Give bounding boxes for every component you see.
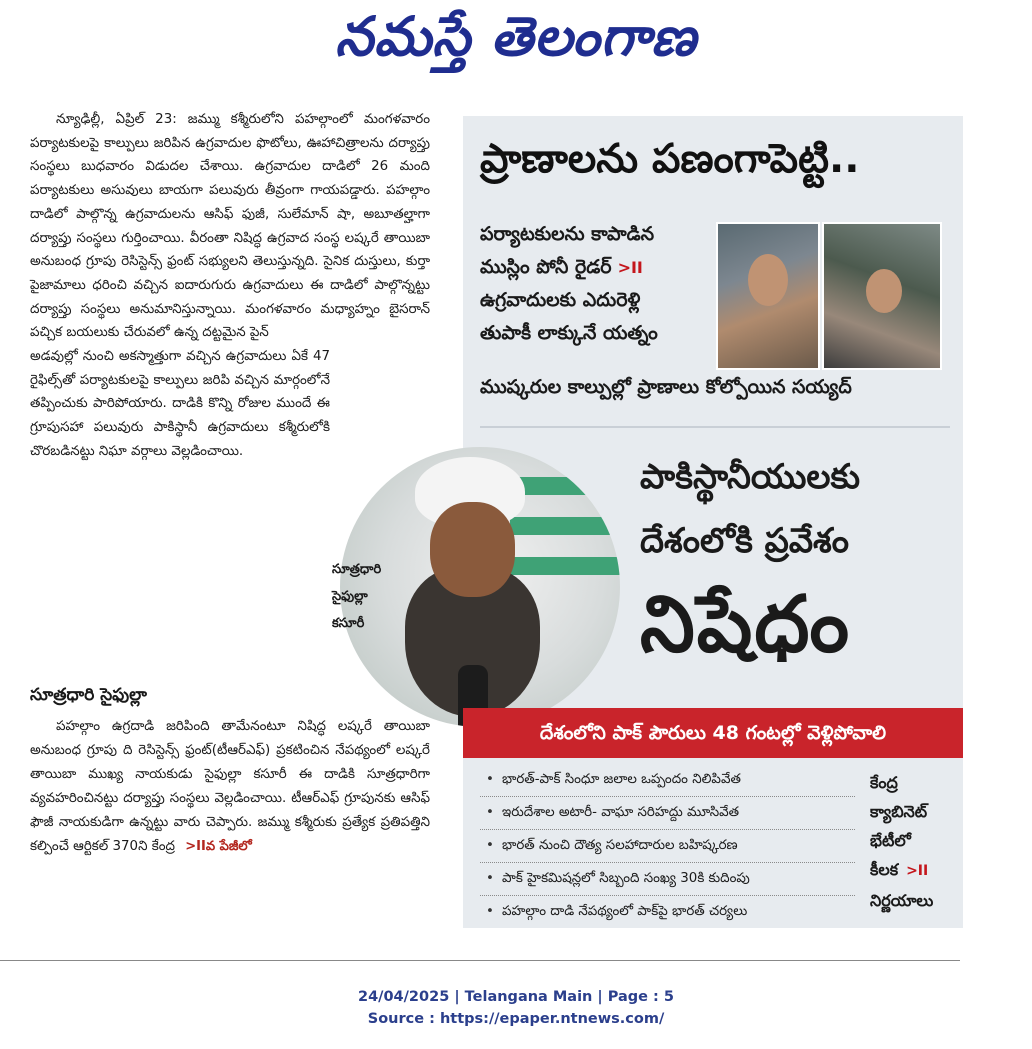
- panel-headline: ప్రాణాలను పణంగాపెట్టి..: [480, 136, 860, 182]
- article-paragraph-text: పహల్గాం ఉగ్రదాడి జరిపింది తామేనంటూ నిషిద్ధ లష్కరే తాయిబా అనుబంధ గ్రూపు ది రెసిస్టెన్స్ ఫ్రంట్(టీఆర్ఎఫ్) ప్రకటించిన నేపథ్యంలో లష్కరే తాయిబా ముఖ్య నాయకుడు సైఫుల్లా కసూరీ ఈ దాడికి సూత్రధారిగా వ్యవహరించినట్టు దర్యాప్తు సంస్థలు వెల్లడించాయి. టీఆర్ఎఫ్ గ్రూపునకు ఆసిఫ్ ఫౌజీ నాయకుడిగా ఉన్నట్టు వారు చెప్పారు. జమ్ము కశ్మీరుకు ప్రత్యేక ప్రతిపత్తిని కల్పించే ఆర్టికల్ 370ని కేంద్ర: [30, 719, 430, 854]
- article-paragraph: [30, 715, 430, 859]
- list-item: • భారత్ నుంచి దౌత్య సలహాదారుల బహిష్కరణ: [480, 830, 855, 863]
- caption-line: కసూరీ: [332, 616, 365, 631]
- list-item: • పాక్ హైకమిషన్లలో సిబ్బంది సంఖ్య 30కి కుదింపు: [480, 863, 855, 896]
- face-shape: [866, 269, 902, 313]
- stripe: [510, 557, 620, 575]
- continued-arrow-icon[interactable]: >II: [617, 258, 643, 277]
- caption-line: సైఫుల్లా: [332, 589, 368, 604]
- decision-list: [480, 764, 855, 928]
- story-line: [480, 251, 705, 284]
- stripe: [510, 477, 620, 495]
- article-paragraph: న్యూఢిల్లీ, ఏప్రిల్ 23: జమ్ము కశ్మీరులోని పహల్గాంలో మంగళవారం పర్యాటకులపై కాల్పులు జరిపిన ఉగ్రవాదుల ఫొటోలు, ఊహాచిత్రాలను దర్యాప్తు సంస్థలు బుధవారం విడుదల చేశాయి. ఉగ్రవాదుల దాడిలో 26 మంది పర్యాటకులు అసువులు బాయగా పలువురు తీవ్రంగా గాయపడ్డారు. పహల్గాం దాడిలో పాల్గొన్న ఉగ్రవాదులను ఆసిఫ్ ఫుజీ, సులేమాన్ షా, అబూతల్హాగా దర్యాప్తు సంస్థలు గుర్తించాయి. వీరంతా నిషిద్ధ ఉగ్రవాద సంస్థ లష్కరే తాయిబా అనుబంధ గ్రూపు రెసిస్టెన్స్ ఫ్రంట్ సభ్యులని తెలుస్తున్నది. సైనిక దుస్తులు, కుర్తా పైజామాలు ధరించి వచ్చిన ఐదారుగురు ఉగ్రవాదులు ఈ దాడిలో పాల్గొన్నట్టు దర్యాప్తు సంస్థలు అనుమానిస్తున్నాయి. మంగళవారం మధ్యాహ్నం బైసరాన్ పచ్చిక బయలుకు చేరువలో ఉన్న దట్టమైన పైన్: [30, 112, 430, 341]
- story-line: తుపాకీ లాక్కునే యత్నం: [480, 322, 658, 344]
- masthead-logo: నమస్తే తెలంగాణ: [335, 4, 697, 68]
- footer-rule: [0, 960, 960, 961]
- side-line: కేంద్ర: [870, 773, 898, 792]
- list-item: • పహల్గాం దాడి నేపథ్యంలో పాక్‌పై భారత్ చర్యలు: [480, 896, 855, 928]
- continued-arrow-icon[interactable]: >II: [906, 863, 929, 879]
- pony-rider-story: [480, 218, 705, 350]
- article-subhead: సూత్రధారి సైఫుల్లా: [30, 685, 147, 705]
- stripe: [510, 517, 620, 535]
- second-article: [30, 715, 430, 859]
- pony-rider-photo: [716, 222, 820, 370]
- ban-headline-large: నిషేధం: [640, 580, 851, 670]
- caption-line: సూత్రధారి: [332, 562, 382, 577]
- divider: [480, 426, 950, 428]
- ban-headline-line: పాకిస్థానీయులకు: [640, 457, 861, 497]
- list-item: • భారత్-పాక్ సింధూ జలాల ఒప్పందం నిలిపివేత: [480, 764, 855, 797]
- mourners-photo: [822, 222, 942, 370]
- story-line-text: ముస్లిం పోనీ రైడర్: [480, 256, 612, 278]
- portrait-caption: [332, 556, 381, 637]
- side-line-text: కీలక: [870, 860, 899, 879]
- ban-headline: [640, 445, 860, 573]
- continued-link[interactable]: >IIవ పేజీలో: [185, 839, 252, 854]
- footer-date-line: 24/04/2025 | Telangana Main | Page : 5: [357, 989, 674, 1005]
- article-paragraph: అడవుల్లో నుంచి అకస్మాత్తుగా వచ్చిన ఉగ్రవాదులు ఏకే 47 రైఫిల్స్‌తో పర్యాటకులపై కాల్పులు జరిపి వచ్చిన మార్గంలోనే తప్పించుకు పారిపోయారు. దాడికి కొన్ని రోజుల ముందే ఈ గ్రూపుసహా పలువురు పాకిస్థానీ ఉగ్రవాదులు కశ్మీరులోకి చొరబడినట్టు నిఘా వర్గాలు వెల్లడించాయి.: [30, 349, 330, 459]
- footer: [0, 986, 1032, 1030]
- photo-caption: ముష్కరుల కాల్పుల్లో ప్రాణాలు కోల్పోయిన సయ్యద్: [480, 376, 852, 398]
- face-shape: [748, 254, 788, 306]
- continued-label: IIవ పేజీలో: [196, 839, 252, 854]
- lead-article: [30, 108, 430, 464]
- continued-marker: II: [917, 863, 929, 879]
- side-line: భేటీలో: [870, 831, 911, 850]
- portrait-circle: [340, 447, 620, 727]
- story-line: ఉగ్రవాదులకు ఎదురెళ్లి: [480, 289, 641, 311]
- side-line: క్యాబినెట్: [870, 802, 928, 821]
- continued-marker: II: [630, 258, 643, 277]
- red-banner: దేశంలోని పాక్ పౌరులు 48 గంటల్లో వెళ్లిపోవాలి: [463, 708, 963, 758]
- list-item: • ఇరుదేశాల అటారీ- వాఘా సరిహద్దు మూసివేత: [480, 797, 855, 830]
- story-line: పర్యాటకులను కాపాడిన: [480, 223, 655, 245]
- side-line: [870, 855, 933, 886]
- face: [430, 502, 515, 597]
- cabinet-label: [870, 768, 933, 915]
- footer-source-link[interactable]: Source : https://epaper.ntnews.com/: [367, 1011, 665, 1027]
- side-line: నిర్ణయాలు: [870, 891, 934, 910]
- ban-headline-line: దేశంలోకి ప్రవేశం: [640, 521, 849, 561]
